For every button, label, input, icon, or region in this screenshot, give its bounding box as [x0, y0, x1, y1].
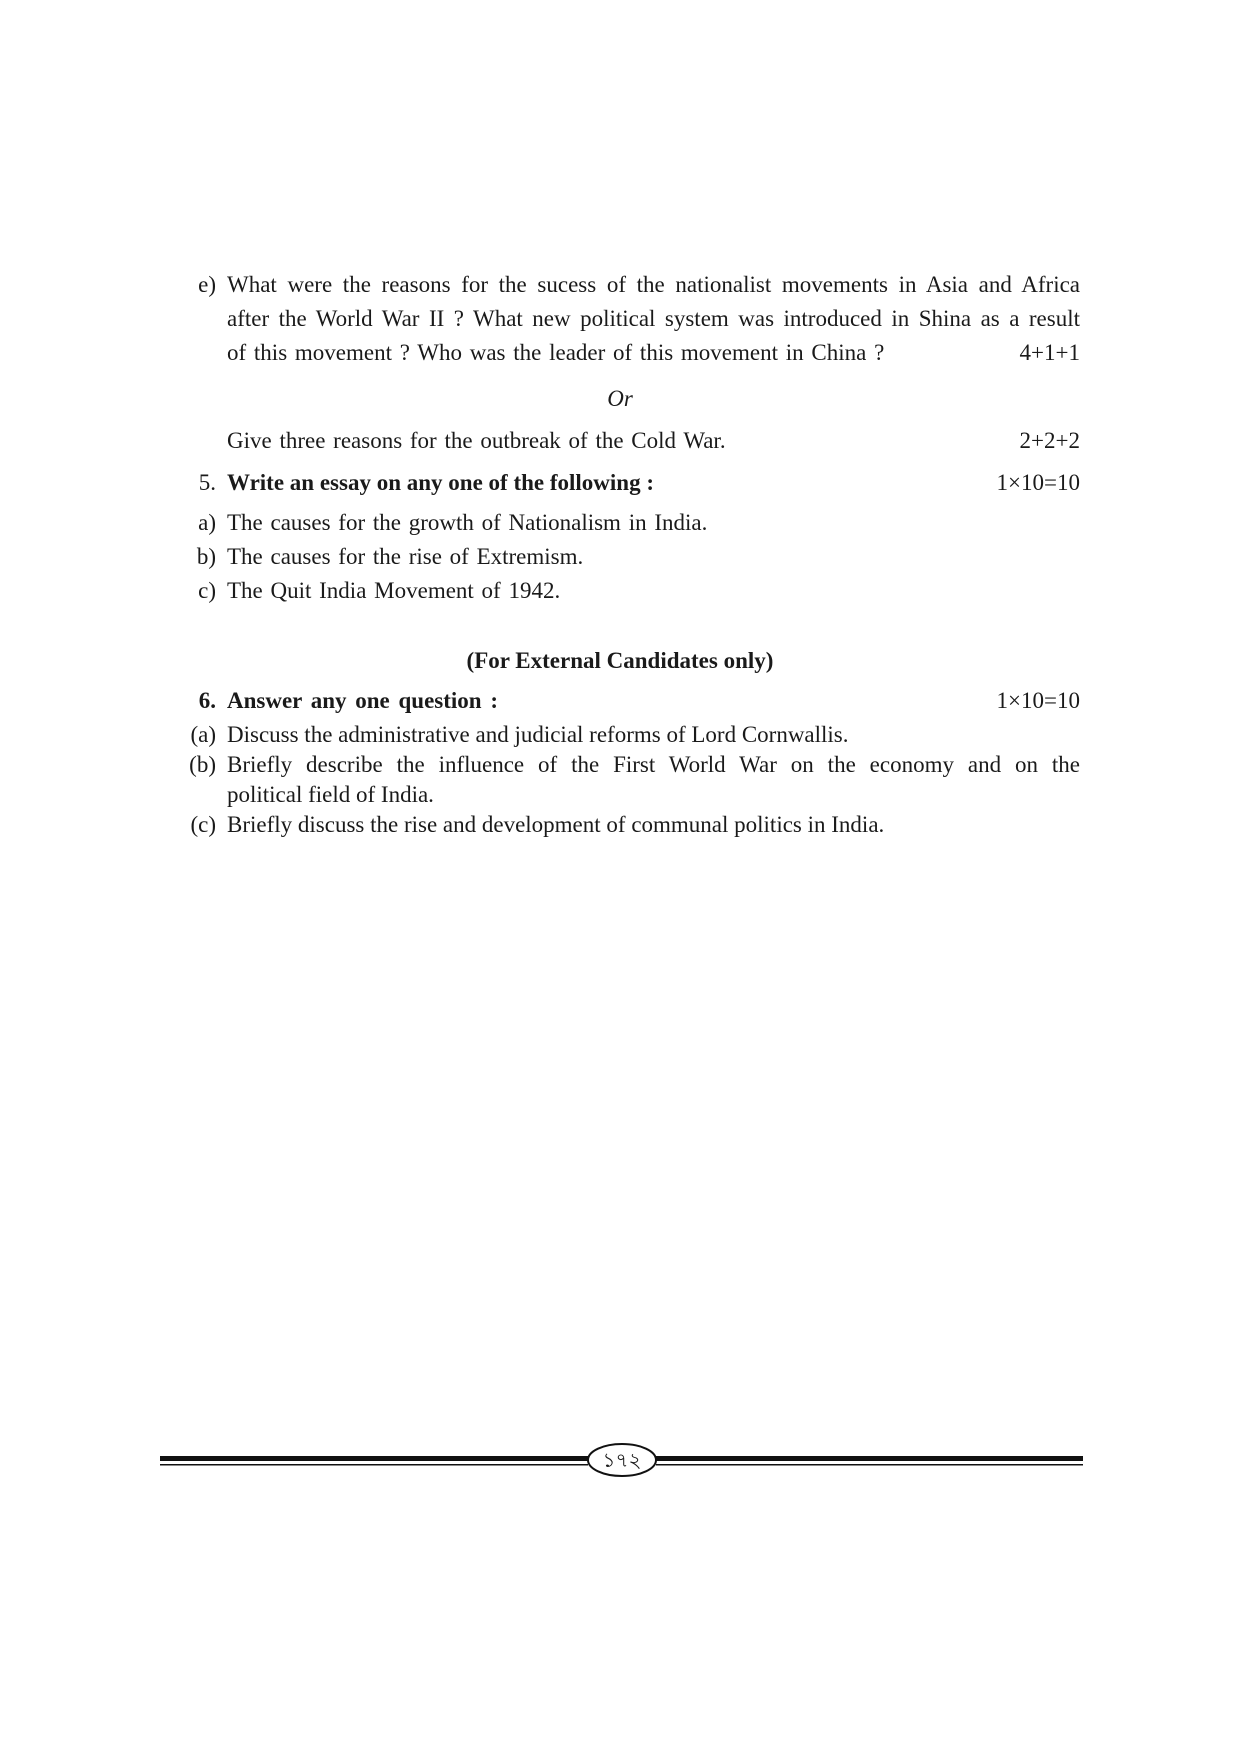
question-text: Give three reasons for the outbreak of the Cold War. — [227, 428, 726, 453]
question-text: of this movement ? Who was the leader of this movement in China ? — [227, 340, 885, 365]
marks: 1×10=10 — [996, 688, 1080, 713]
question-number: 5. — [198, 470, 216, 495]
item-label: (b) — [189, 752, 216, 777]
list-item-continuation: political field of India. — [227, 782, 434, 807]
item-label: c) — [198, 578, 216, 603]
question-text: after the World War II ? What new political system was introduced in Shina as a result — [227, 306, 1080, 331]
list-item: The Quit India Movement of 1942. — [227, 578, 561, 603]
item-label: e) — [198, 272, 216, 297]
item-label: a) — [198, 510, 216, 535]
or-separator: Or — [607, 386, 633, 411]
marks: 4+1+1 — [1019, 340, 1080, 365]
list-item: The causes for the growth of Nationalism in India. — [227, 510, 708, 535]
marks: 1×10=10 — [996, 470, 1080, 495]
section-heading: (For External Candidates only) — [466, 648, 774, 673]
item-label: (a) — [190, 722, 216, 747]
page-number: ১৭২ — [602, 1448, 642, 1472]
list-item: Briefly discuss the rise and development of communal politics in India. — [227, 812, 885, 837]
list-item: The causes for the rise of Extremism. — [227, 544, 584, 569]
question-text: What were the reasons for the sucess of the nationalist movements in Asia and Africa — [227, 272, 1080, 297]
item-label: b) — [196, 544, 216, 569]
list-item: Discuss the administrative and judicial reforms of Lord Cornwallis. — [227, 722, 849, 747]
page-footer — [160, 1440, 1083, 1480]
question-title: Answer any one question : — [227, 688, 498, 713]
item-label: (c) — [190, 812, 216, 837]
question-number: 6. — [198, 688, 216, 713]
marks: 2+2+2 — [1019, 428, 1080, 453]
question-title: Write an essay on any one of the following : — [227, 470, 654, 495]
list-item: Briefly describe the influence of the First World War on the economy and on the — [227, 752, 1080, 777]
